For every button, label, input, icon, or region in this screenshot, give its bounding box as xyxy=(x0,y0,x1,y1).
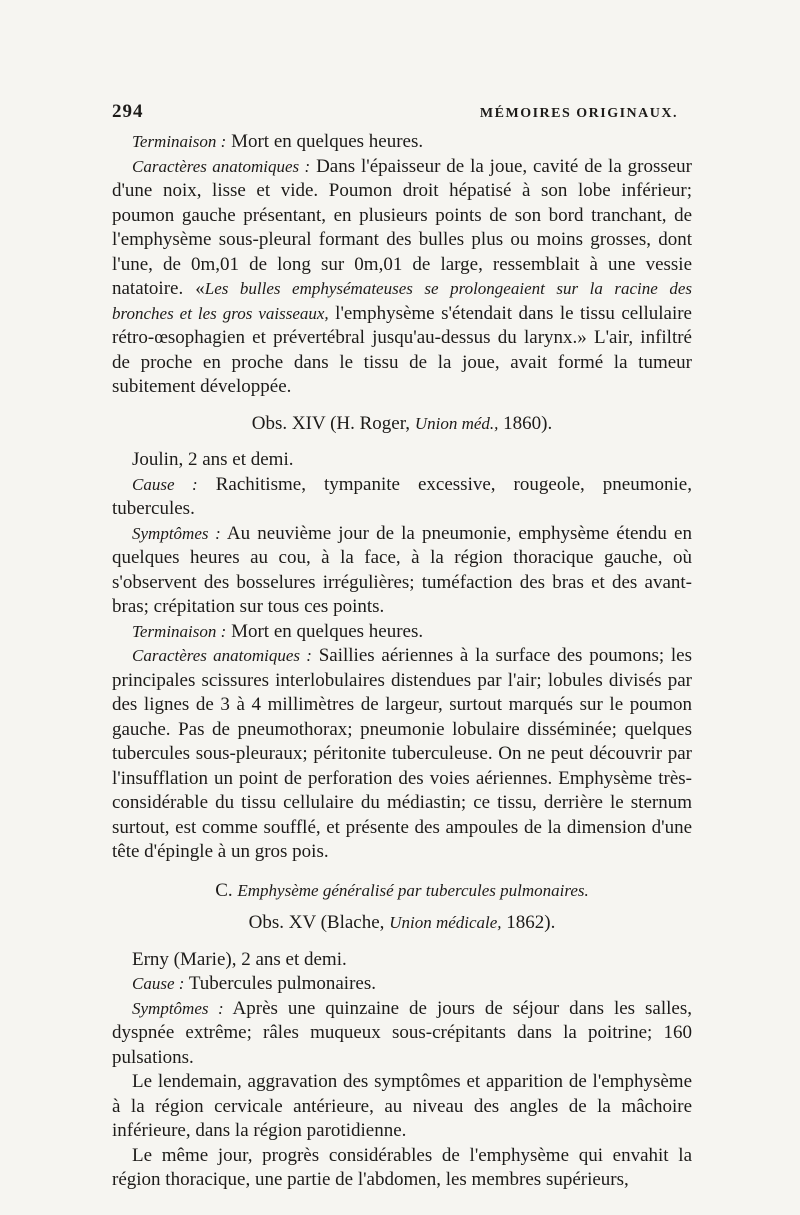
caracteres-paragraph-2 xyxy=(112,644,692,865)
section-letter: C. xyxy=(215,879,233,901)
symptomes-paragraph-2 xyxy=(112,997,692,1071)
document-page xyxy=(112,100,692,1193)
cause-text-2: Tubercules pulmonaires. xyxy=(184,973,376,994)
obs-number: XIV (H. Roger, xyxy=(287,412,415,434)
observation-heading-xv xyxy=(112,911,692,936)
terminaison-paragraph-2 xyxy=(112,620,692,645)
cause-paragraph-2 xyxy=(112,972,692,997)
caracteres-text-2: Saillies aériennes à la surface des poumons; les principales scissures interlobulaires distendues par l'air; lobules divisés par des lignes de 3 à 4 millimètres de largeur, surtout marqués sur le poumon gauche. Pas de pneumothorax; pneumonie lobulaire disséminée; quelques tubercules sous-pleuraux; péritonite tuberculeuse. On ne peut découvrir par l'insufflation un point de perforation des voies aériennes. Emphysème très-considérable du tissu cellulaire du médiastin; ce tissu, derrière le sternum surtout, est comme soufflé, et présente des ampoules de la dimension d'une tête d'épingle à un gros pois. xyxy=(112,645,692,862)
symptomes-label-2: Symptômes : xyxy=(132,998,224,1018)
section-title: Emphysème généralisé par tubercules pulmonaires. xyxy=(237,880,589,900)
terminaison-label-2: Terminaison : xyxy=(132,621,227,641)
meme-jour-paragraph: Le même jour, progrès considérables de l'emphysème qui envahit la région thoracique, une partie de l'abdomen, les membres supérieurs, xyxy=(112,1144,692,1190)
symptomes-text-2: Après une quinzaine de jours de séjour dans les salles, dyspnée extrême; râles muqueux sous-crépitants dans la poitrine; 160 pulsations. xyxy=(112,997,692,1068)
terminaison-label: Terminaison : xyxy=(132,132,227,151)
patient-line-2: Erny (Marie), 2 ans et demi. xyxy=(132,948,347,970)
cause-paragraph xyxy=(112,473,692,522)
cause-label-2: Cause : xyxy=(132,974,185,993)
cause-text: Rachitisme, tympanite excessive, rougeole, pneumonie, tubercules. xyxy=(112,473,692,519)
cause-label: Cause : xyxy=(132,474,198,494)
caracteres-label-2: Caractères anatomiques : xyxy=(132,646,312,665)
caracteres-text: Dans l'épaisseur de la joue, cavité de la grosseur d'une noix, lisse et vide. Poumon droit hépatisé à son lobe inférieur; poumon gauche présentant, en plusieurs points de son bord tranchant, de l'emphysème sous-pleural formant des bulles plus ou moins grosses, dont l'une, de 0m,01 de long sur 0m,01 de large, ressemblait à une vessie natatoire. « xyxy=(112,155,692,299)
obs-journal: Union méd., xyxy=(414,413,499,433)
running-title: MÉMOIRES ORIGINAUX. xyxy=(479,106,678,121)
symptomes-label: Symptômes : xyxy=(132,523,221,543)
obs-label-2: Obs. xyxy=(248,912,284,933)
caracteres-paragraph xyxy=(112,155,692,400)
caracteres-label: Caractères anatomiques : xyxy=(132,156,311,176)
obs-year: 1860). xyxy=(498,412,553,434)
symptomes-paragraph xyxy=(112,522,692,620)
section-heading-c xyxy=(112,879,692,904)
symptomes-text: Au neuvième jour de la pneumonie, emphysème étendu en quelques heures au cou, à la face, à la région thoracique gauche, où s'observent des bosselures irrégulières; tuméfaction des bras et des avant-bras; crépitation sur tous ces points. xyxy=(112,522,692,617)
terminaison-text: Mort en quelques heures. xyxy=(226,131,424,152)
terminaison-text-2: Mort en quelques heures. xyxy=(226,620,424,642)
caracteres-italic-quote: Les bulles emphysémateuses se prolongeaient sur la racine des bronches et les gros vaisseaux, xyxy=(112,279,692,323)
observation-heading-xiv xyxy=(112,412,692,437)
obs-label: Obs. xyxy=(251,412,288,434)
lendemain-paragraph: Le lendemain, aggravation des symptômes et apparition de l'emphysème à la région cervicale antérieure, au niveau des angles de la mâchoire inférieure, dans la région parotidienne. xyxy=(112,1071,692,1141)
terminaison-paragraph xyxy=(112,130,692,155)
patient-line: Joulin, 2 ans et demi. xyxy=(132,449,294,470)
obs-number-2: XV (Blache, xyxy=(284,912,390,933)
obs-year-2: 1862). xyxy=(501,912,556,933)
obs-journal-2: Union médicale, xyxy=(389,913,502,932)
page-number: 294 xyxy=(112,101,144,122)
page-header xyxy=(112,100,692,130)
caracteres-text-continued: l'emphysème s'étendait dans le tissu cellulaire rétro-œsophagien et prévertébral jusqu'au-dessus du larynx.» L'air, infiltré de proche en proche dans le tissu de la joue, avait formé la tumeur subitement développée. xyxy=(112,302,692,397)
